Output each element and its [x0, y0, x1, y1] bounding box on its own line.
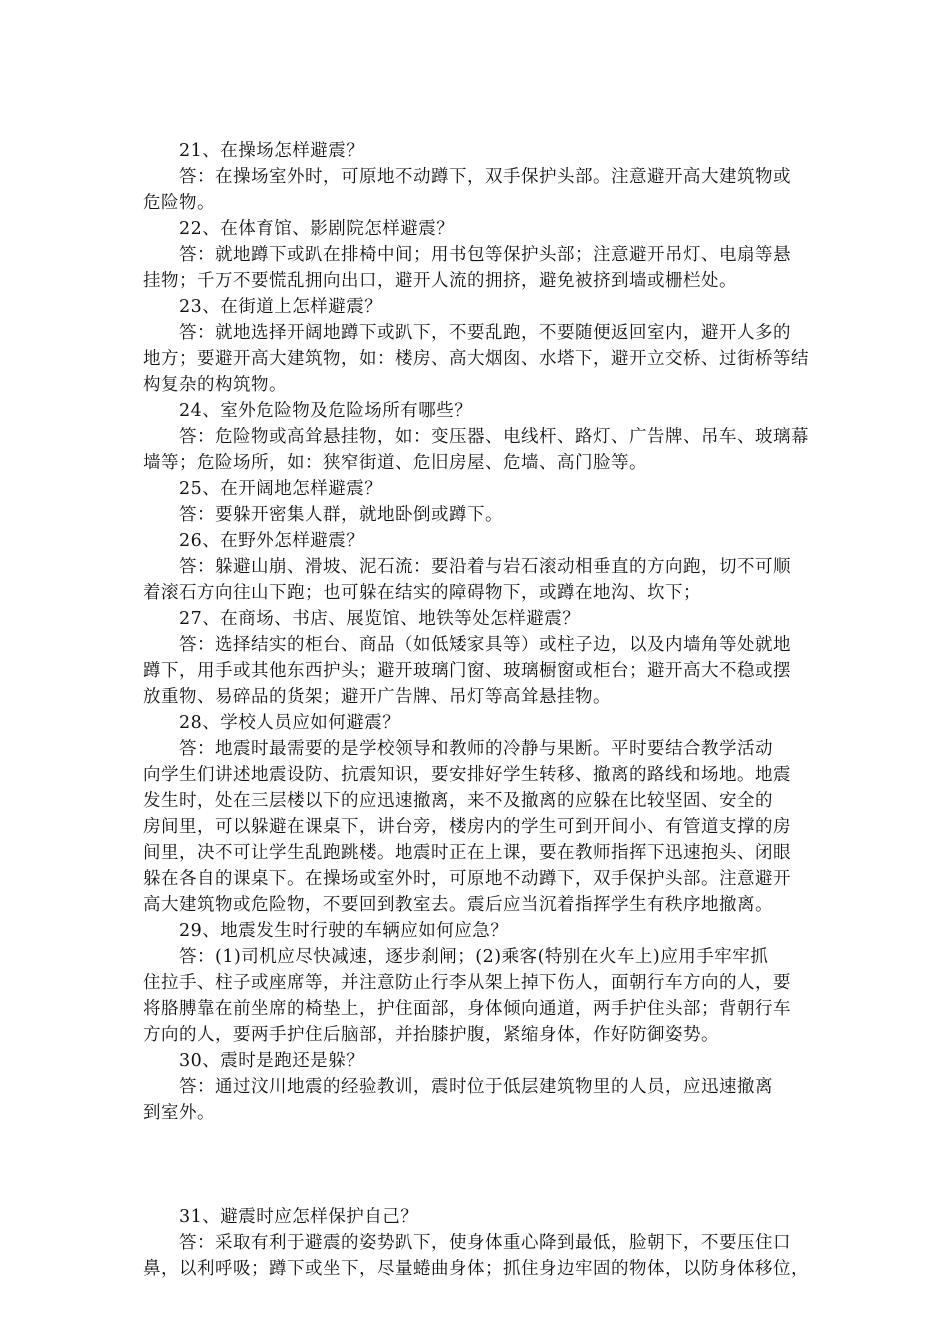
answer-line: 答：躲避山崩、滑坡、泥石流：要沿着与岩石滚动相垂直的方向跑，切不可顺	[179, 557, 791, 577]
answer-line: 答：就地选择开阔地蹲下或趴下，不要乱跑，不要随便返回室内，避开人多的	[179, 323, 791, 343]
question-heading: 30、震时是跑还是躲？	[179, 1051, 365, 1071]
question-heading: 27、在商场、书店、展览馆、地铁等处怎样避震？	[179, 609, 581, 629]
answer-line: 房间里，可以躲避在课桌下，讲台旁，楼房内的学生可到开间小、有管道支撑的房	[143, 817, 791, 837]
document-body	[143, 138, 810, 1282]
answer-line: 挂物；千万不要慌乱拥向出口，避开人流的拥挤，避免被挤到墙或栅栏处。	[143, 271, 737, 291]
question-heading: 23、在街道上怎样避震？	[179, 297, 383, 317]
answer-line: 危险物。	[143, 193, 215, 213]
answer-line: 方向的人，要两手护住后脑部，并抬膝护腹，紧缩身体，作好防御姿势。	[143, 1025, 719, 1045]
answer-line: 答：地震时最需要的是学校领导和教师的冷静与果断。平时要结合教学活动	[179, 739, 773, 759]
answer-line: 答：就地蹲下或趴在排椅中间；用书包等保护头部；注意避开吊灯、电扇等悬	[179, 245, 791, 265]
answer-line: 躲在各自的课桌下。在操场或室外时，可原地不动蹲下，双手保护头部。注意避开	[143, 869, 791, 889]
answer-line: 高大建筑物或危险物，不要回到教室去。震后应当沉着指挥学生有秩序地撤离。	[143, 895, 773, 915]
answer-line: 答：通过汶川地震的经验教训，震时位于低层建筑物里的人员，应迅速撤离	[179, 1077, 773, 1097]
answer-line: 答：选择结实的柜台、商品（如低矮家具等）或柱子边，以及内墙角等处就地	[179, 635, 791, 655]
answer-line: 住拉手、柱子或座席等，并注意防止行李从架上掉下伤人，面朝行车方向的人，要	[143, 973, 791, 993]
question-heading: 25、在开阔地怎样避震？	[179, 479, 383, 499]
question-heading: 31、避震时应怎样保护自己？	[179, 1207, 419, 1227]
answer-line: 答：(1)司机应尽快减速，逐步刹闸；(2)乘客(特别在火车上)应用手牢牢抓	[179, 947, 769, 967]
answer-line: 发生时，处在三层楼以下的应迅速撤离，来不及撤离的应躲在比较坚固、安全的	[143, 791, 773, 811]
answer-line: 墙等；危险场所，如：狭窄街道、危旧房屋、危墙、高门脸等。	[143, 453, 647, 473]
answer-line: 间里，决不可让学生乱跑跳楼。地震时正在上课，要在教师指挥下迅速抱头、闭眼	[143, 843, 791, 863]
question-heading: 21、在操场怎样避震？	[179, 141, 365, 161]
answer-line: 蹲下，用手或其他东西护头；避开玻璃门窗、玻璃橱窗或柜台；避开高大不稳或摆	[143, 661, 791, 681]
answer-line: 向学生们讲述地震设防、抗震知识，要安排好学生转移、撤离的路线和场地。地震	[143, 765, 791, 785]
answer-line: 答：在操场室外时，可原地不动蹲下，双手保护头部。注意避开高大建筑物或	[179, 167, 791, 187]
question-heading: 22、在体育馆、影剧院怎样避震？	[179, 219, 455, 239]
question-heading: 28、学校人员应如何避震？	[179, 713, 401, 733]
answer-line: 答：采取有利于避震的姿势趴下，使身体重心降到最低，脸朝下，不要压住口	[179, 1233, 791, 1253]
answer-line: 鼻，以利呼吸；蹲下或坐下，尽量蜷曲身体；抓住身边牢固的物体，以防身体移位，	[143, 1259, 809, 1279]
answer-line: 构复杂的构筑物。	[143, 375, 287, 395]
section-gap	[143, 1126, 810, 1204]
answer-line: 着滚石方向往山下跑；也可躲在结实的障碍物下，或蹲在地沟、坎下；	[143, 583, 701, 603]
answer-line: 放重物、易碎品的货架；避开广告牌、吊灯等高耸悬挂物。	[143, 687, 611, 707]
answer-line: 到室外。	[143, 1103, 215, 1123]
question-heading: 29、地震发生时行驶的车辆应如何应急？	[179, 921, 509, 941]
answer-line: 将胳膊靠在前坐席的椅垫上，护住面部，身体倾向通道，两手护住头部；背朝行车	[143, 999, 791, 1019]
question-heading: 24、室外危险物及危险场所有哪些？	[179, 401, 473, 421]
question-heading: 26、在野外怎样避震？	[179, 531, 365, 551]
answer-line: 答：危险物或高耸悬挂物，如：变压器、电线杆、路灯、广告牌、吊车、玻璃幕	[179, 427, 809, 447]
answer-line: 答：要躲开密集人群，就地卧倒或蹲下。	[179, 505, 503, 525]
answer-line: 地方；要避开高大建筑物，如：楼房、高大烟囱、水塔下，避开立交桥、过街桥等结	[143, 349, 809, 369]
